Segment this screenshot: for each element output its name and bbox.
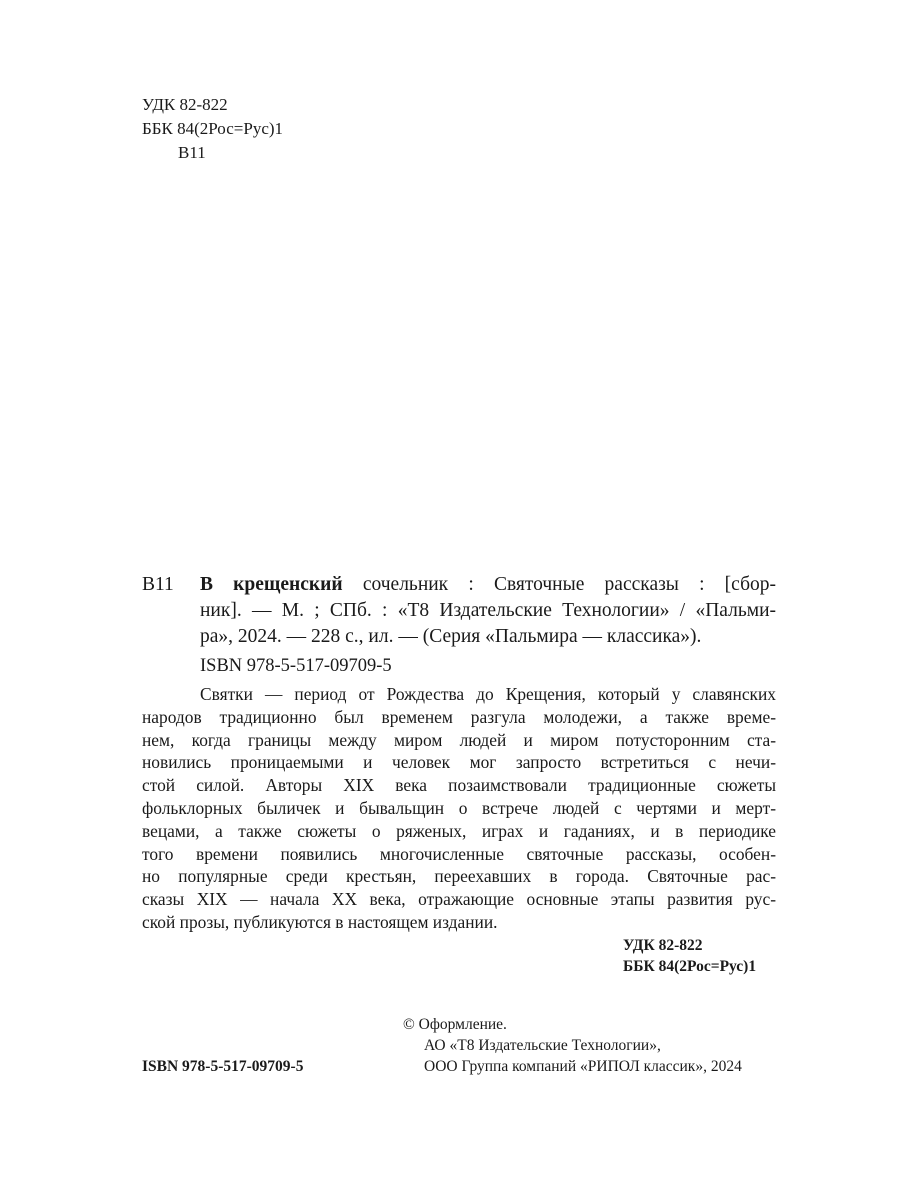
isbn-bottom: ISBN 978-5-517-09709-5 [142, 1058, 304, 1075]
author-mark-top: В11 [178, 143, 206, 162]
annotation-line: вецами, а также сюжеты о ряженых, играх и гаданиях, и в периодике [142, 820, 776, 841]
annotation-line: сказы XIX — начала XX века, отражающие основные этапы развития рус- [142, 889, 776, 910]
entry-line-1 [142, 572, 776, 598]
copyright-line-1: © Оформление. [403, 1016, 507, 1033]
annotation-line: ской прозы, публикуются в настоящем издании. [142, 911, 498, 932]
copyright-line-2: АО «Т8 Издательские Технологии», [424, 1037, 661, 1054]
annotation-line: стой силой. Авторы XIX века позаимствовали традиционные сюжеты [142, 775, 776, 796]
annotation-line: но популярные среди крестьян, переехавших в города. Святочные рас- [142, 866, 776, 887]
annotation-line: нем, когда границы между миром людей и миром потусторонним ста- [142, 729, 776, 750]
annotation-line: новились проницаемыми и человек мог запросто встретиться с нечи- [142, 752, 776, 773]
copyright-line-3: ООО Группа компаний «РИПОЛ классик», 2024 [424, 1058, 742, 1075]
annotation-line: народов традиционно был временем разгула молодежи, а также време- [142, 706, 776, 727]
bbk-code-bottom: ББК 84(2Рос=Рус)1 [623, 958, 757, 975]
bbk-code-top: ББК 84(2Рос=Рус)1 [142, 119, 284, 138]
udk-code-bottom: УДК 82-822 [623, 937, 703, 954]
entry-line-2: ник]. — М. ; СПб. : «Т8 Издательские Технологии» / «Пальми- [200, 600, 776, 621]
bibliographic-entry [142, 572, 776, 678]
entry-line-3: ра», 2024. — 228 с., ил. — (Серия «Пальмира — классика»). [200, 626, 702, 647]
entry-author-mark: В11 [142, 574, 174, 595]
annotation-line: того времени появились многочисленные святочные рассказы, особен- [142, 843, 776, 864]
entry-isbn: ISBN 978-5-517-09709-5 [200, 656, 392, 676]
annotation-paragraph [142, 683, 776, 934]
annotation-line: Святки — период от Рождества до Крещения, который у славянских [200, 684, 776, 704]
udk-code-top: УДК 82-822 [142, 95, 228, 114]
entry-title-bold: В крещенский [200, 574, 343, 595]
entry-line-1-rest: сочельник : Святочные рассказы : [сбор- [362, 574, 776, 595]
annotation-line: фольклорных быличек и бывальщин о встрече людей с чертями и мерт- [142, 797, 776, 818]
